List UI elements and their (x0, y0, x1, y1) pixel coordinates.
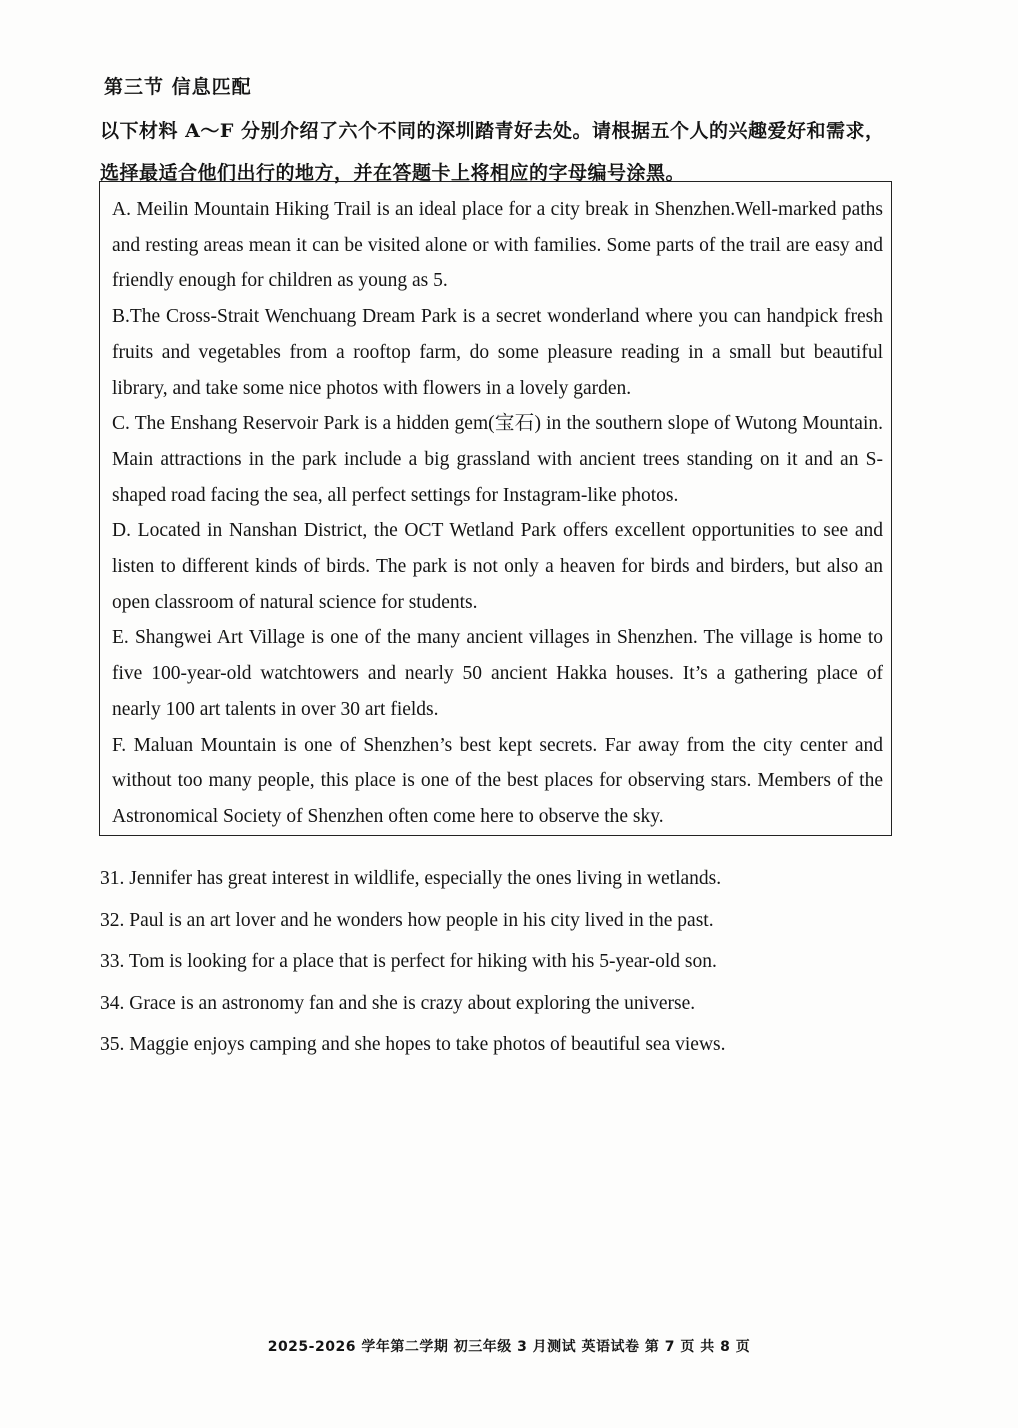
question-32 (100, 900, 900, 942)
material-d (112, 513, 883, 620)
question-text: Jennifer has great interest in wildlife, especially the ones living in wetlands. (129, 868, 722, 889)
question-33 (100, 941, 900, 983)
question-text: Grace is an astronomy fan and she is crazy about exploring the universe. (129, 992, 696, 1014)
question-text: Paul is an art lover and he wonders how people in his city lived in the past. (129, 909, 714, 931)
question-35 (100, 1024, 900, 1066)
material-letter: D. (112, 520, 131, 542)
questions-list (100, 858, 900, 1066)
material-text: Located in Nanshan District, the OCT Wetland Park offers excellent opportunities to see and listen to different kinds of birds. The park is not only a heaven for birds and birders, but also an open classroom of natural science for students. (112, 520, 883, 613)
material-text: Shangwei Art Village is one of the many ancient villages in Shenzhen. The village is home to five 100-year-old watchtowers and nearly 50 ancient Hakka houses. It’s a gathering place of nearly 100 art talents in over 30 art fields. (112, 627, 883, 720)
instruction-line: 选择最适合他们出行的地方，并在答题卡上将相应的字母编号涂黑。 (100, 162, 686, 184)
question-number: 34. (100, 992, 125, 1014)
instruction-line: 以下材料 A～F 分别介绍了六个不同的深圳踏青好去处。请根据五个人的兴趣爱好和需求， (100, 120, 885, 142)
question-31 (100, 858, 900, 900)
material-text: Maluan Mountain is one of Shenzhen’s best kept secrets. Far away from the city center and without too many people, this place is one of the best places for observing stars. Members of the Astronomical Society of Shenzhen often come here to observe the sky. (112, 734, 883, 827)
question-text: Maggie enjoys camping and she hopes to take photos of beautiful sea views. (129, 1034, 726, 1055)
material-letter: B. (112, 306, 130, 328)
materials-list (112, 192, 883, 835)
material-c (112, 406, 883, 513)
material-a (112, 192, 883, 299)
question-number: 35. (100, 1034, 125, 1055)
page-footer: 2025-2026 学年第二学期 初三年级 3 月测试 英语试卷 第 7 页 共 8 页 (267, 1339, 751, 1355)
question-number: 33. (100, 951, 125, 972)
question-number: 32. (100, 909, 125, 931)
material-text: Meilin Mountain Hiking Trail is an ideal place for a city break in Shenzhen.Well-marked paths and resting areas mean it can be visited alone or with families. Some parts of the trail are easy and friendly enough for children as young as 5. (112, 199, 884, 292)
material-e (112, 620, 883, 727)
material-letter: C. (112, 413, 130, 435)
question-text: Tom is looking for a place that is perfect for hiking with his 5-year-old son. (128, 951, 717, 972)
material-letter: A. (112, 199, 131, 220)
question-34 (100, 983, 900, 1025)
material-letter: F. (112, 734, 127, 756)
material-text: The Cross-Strait Wenchuang Dream Park is a secret wonderland where you can handpick fresh fruits and vegetables from a rooftop farm, do some pleasure reading in a small but beautiful library, and take some nice photos with flowers in a lovely garden. (112, 306, 883, 399)
section-title: 第三节 信息匹配 (104, 76, 252, 98)
material-f (112, 728, 883, 835)
question-number: 31. (100, 868, 125, 889)
material-text: The Enshang Reservoir Park is a hidden gem(宝石) in the southern slope of Wutong Mountain. Main attractions in the park include a big grassland with ancient trees standing on it and an S-shaped road facing the sea, all perfect settings for Instagram-like photos. (112, 413, 883, 506)
material-letter: E. (112, 627, 129, 649)
material-b (112, 299, 883, 406)
